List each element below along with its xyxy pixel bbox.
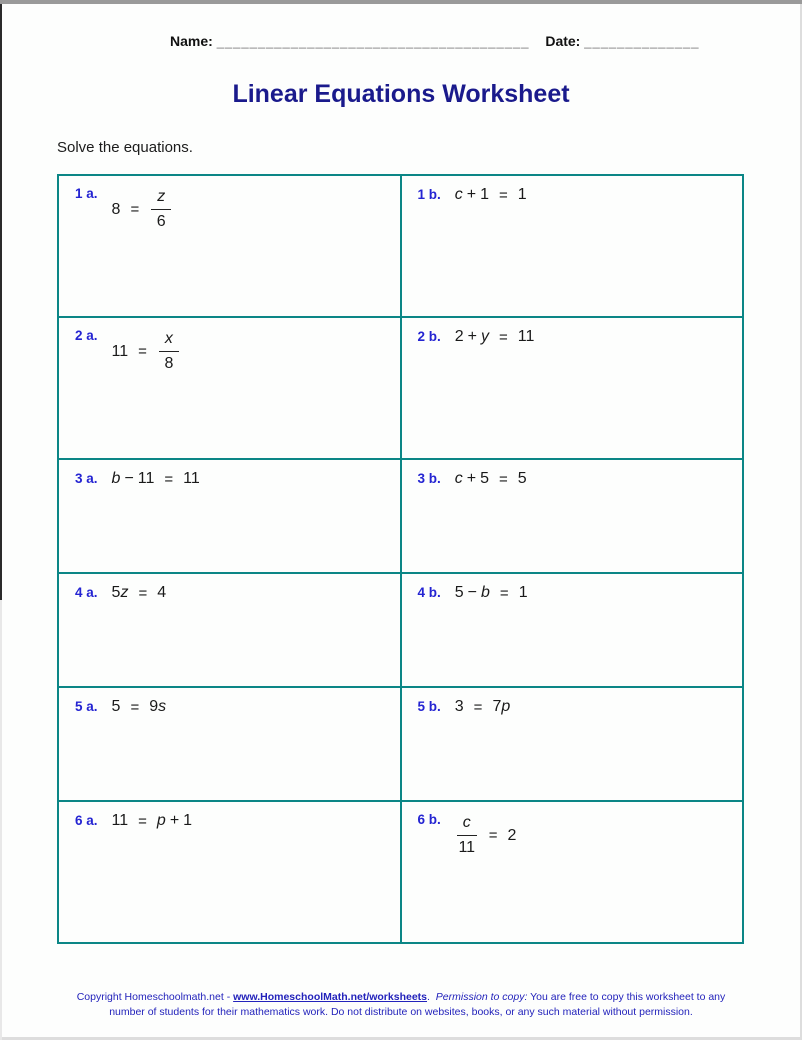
instruction-text: Solve the equations.	[57, 139, 193, 156]
date-blank-line: ______________	[584, 34, 700, 49]
problem-cell-5b	[401, 687, 744, 801]
problem-label: 6 b.	[417, 812, 441, 827]
page-edge-left-light	[0, 600, 2, 1040]
page-edge-top	[0, 0, 802, 4]
problem-cell-1a	[58, 175, 401, 317]
problem-row	[58, 459, 743, 573]
problem-row	[58, 573, 743, 687]
equation: 2 + y = 11	[454, 328, 535, 346]
problem-label: 6 a.	[75, 813, 98, 828]
footer-link[interactable]: www.HomeschoolMath.net/worksheets	[233, 991, 428, 1003]
problem-cell-6a	[58, 801, 401, 943]
footer-copyright	[71, 990, 731, 1019]
equation: 11 = p + 1	[111, 812, 193, 830]
problem-row	[58, 175, 743, 317]
problem-label: 5 a.	[75, 699, 98, 714]
problems-tbody	[58, 175, 743, 943]
problem-row	[58, 687, 743, 801]
problem-label: 5 b.	[417, 699, 441, 714]
equation: 5 − b = 1	[454, 584, 528, 602]
problem-cell-4b	[401, 573, 744, 687]
problem-cell-3b	[401, 459, 744, 573]
equation: 5 z = 4	[111, 584, 167, 602]
footer-rest: You are free to copy this worksheet to any number of students for their mathematics work. Do not distribute on websites, books, or any such material without permission.	[109, 991, 726, 1018]
problem-label: 3 a.	[75, 471, 98, 486]
problem-cell-2b	[401, 317, 744, 459]
fraction: $\frac{x}{8}$	[159, 329, 179, 374]
equation: 8 = $\frac{z}{6}$	[112, 187, 174, 232]
problem-row	[58, 801, 743, 943]
fraction: $\frac{z}{6}$	[151, 187, 171, 232]
footer-permission-italic: Permission to copy:	[435, 991, 528, 1003]
name-label: Name:	[170, 33, 213, 49]
page-title: Linear Equations Worksheet	[232, 80, 570, 108]
equation: 11 = $\frac{x}{8}$	[112, 329, 181, 374]
problem-cell-6b	[401, 801, 744, 943]
equation: c + 1 = 1	[454, 186, 527, 204]
footer-after-link: .	[427, 991, 436, 1003]
problem-cell-1b	[401, 175, 744, 317]
problems-table	[57, 174, 744, 944]
problem-label: 4 a.	[75, 585, 98, 600]
problem-cell-2a	[58, 317, 401, 459]
name-blank-line: ______________________________________	[216, 34, 530, 49]
footer-prefix: Copyright Homeschoolmath.net -	[76, 991, 234, 1003]
equation: $\frac{c}{11}$ = 2	[458, 814, 517, 856]
problem-label: 1 a.	[75, 186, 98, 201]
problem-label: 4 b.	[417, 585, 441, 600]
problem-cell-5a	[58, 687, 401, 801]
header-name-date-row	[0, 0, 802, 49]
problem-label: 2 b.	[417, 329, 441, 344]
equation: 3 = 7 p	[454, 698, 511, 716]
page-edge-left-dark	[0, 4, 2, 600]
equation: 5 = 9 s	[111, 698, 167, 716]
equation: c + 5 = 5	[454, 470, 527, 488]
problem-cell-4a	[58, 573, 401, 687]
problem-cell-3a	[58, 459, 401, 573]
problem-label: 1 b.	[417, 187, 441, 202]
problem-label: 3 b.	[417, 471, 441, 486]
fraction: $\frac{c}{11}$	[458, 814, 476, 856]
problem-label: 2 a.	[75, 328, 98, 343]
date-label: Date:	[545, 33, 581, 49]
equation: b − 11 = 11	[111, 470, 200, 488]
problem-row	[58, 317, 743, 459]
